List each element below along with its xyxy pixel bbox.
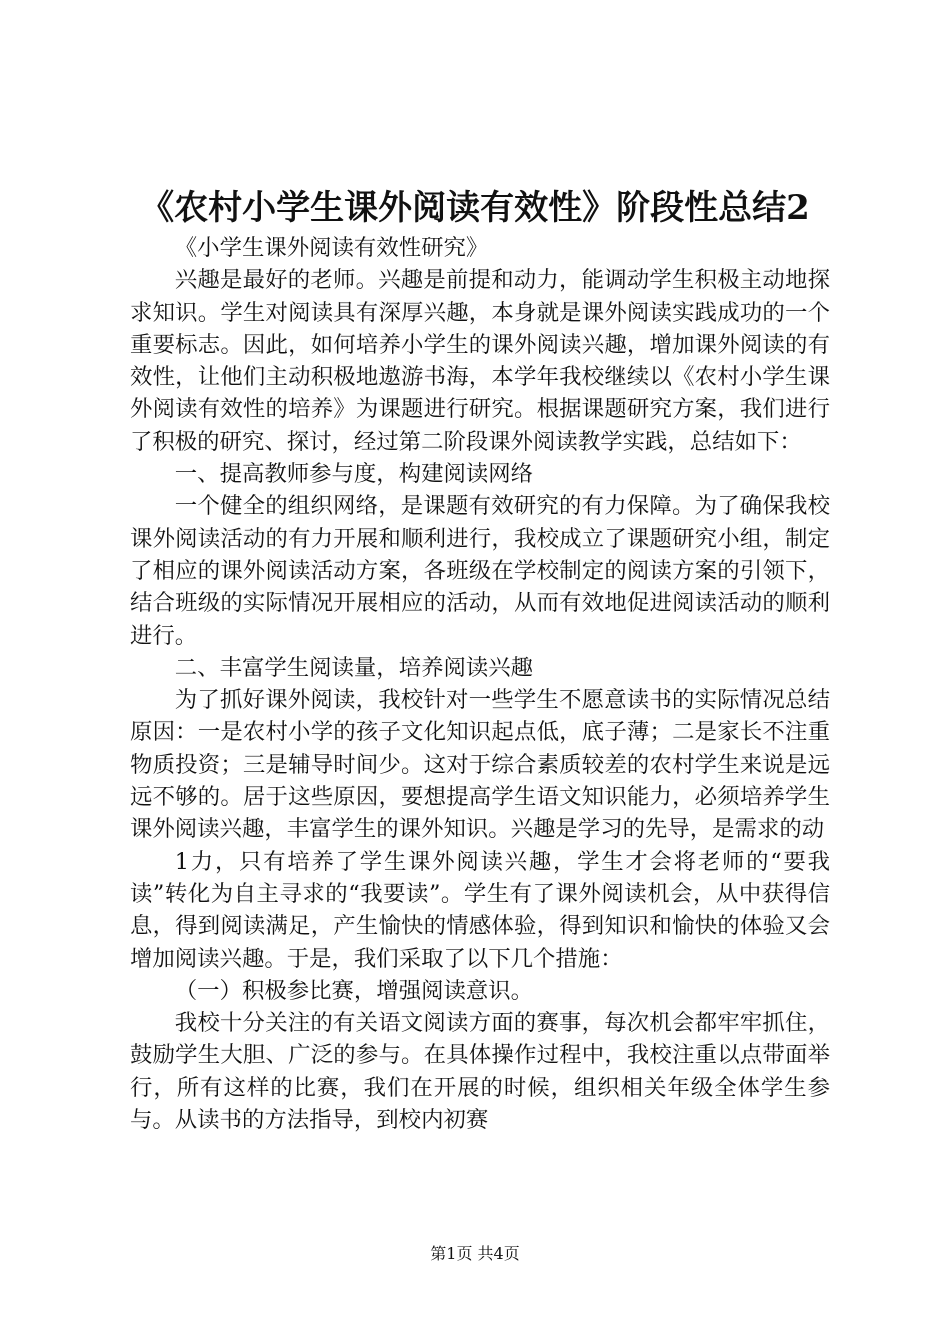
paragraph-section-1: 一个健全的组织网络，是课题有效研究的有力保障。为了确保我校课外阅读活动的有力开展和顺利进行，我校成立了课题研究小组，制定了相应的课外阅读活动方案，各班级在学校制定的阅读方案的引领下，结合班级的实际情况开展相应的活动，从而有效地促进阅读活动的顺利进行。 (130, 493, 830, 649)
paragraph-section-2b: 1力，只有培养了学生课外阅读兴趣，学生才会将老师的“要我读”转化为自主寻求的“我要读”。学生有了课外阅读机会，从中获得信息，得到阅读满足，产生愉快的情感体验，得到知识和愉快的体验又会增加阅读兴趣。于是，我们采取了以下几个措施： (130, 848, 830, 972)
section-heading-1: 一、提高教师参与度，构建阅读网络 (174, 461, 534, 488)
paragraph-subtitle: 《小学生课外阅读有效性研究》 (174, 235, 489, 261)
page-footer (0, 1243, 950, 1265)
document-body (130, 232, 830, 1136)
paragraph-section-2a: 为了抓好课外阅读，我校针对一些学生不愿意读书的实际情况总结原因：一是农村小学的孩子文化知识起点低，底子薄；二是家长不注重物质投资；三是辅导时间少。这对于综合素质较差的农村学生来说是远远不够的。居于这些原因，要想提高学生语文知识能力，必须培养学生课外阅读兴趣，丰富学生的课外知识。兴趣是学习的先导，是需求的动 (130, 687, 830, 843)
page-total: 共4页 (477, 1244, 520, 1263)
section-heading-2: 二、丰富学生阅读量，培养阅读兴趣 (174, 654, 534, 681)
page-number: 第1页 (430, 1244, 473, 1263)
subsection-heading-1: （一）积极参比赛，增强阅读意识。 (174, 977, 534, 1004)
paragraph-intro: 兴趣是最好的老师。兴趣是前提和动力，能调动学生积极主动地探求知识。学生对阅读具有深厚兴趣，本身就是课外阅读实践成功的一个重要标志。因此，如何培养小学生的课外阅读兴趣，增加课外阅读的有效性，让他们主动积极地遨游书海，本学年我校继续以《农村小学生课外阅读有效性的培养》为课题进行研究。根据课题研究方案，我们进行了积极的研究、探讨，经过第二阶段课外阅读教学实践，总结如下： (130, 267, 830, 455)
paragraph-subsection-1: 我校十分关注的有关语文阅读方面的赛事，每次机会都牢牢抓住，鼓励学生大胆、广泛的参与。在具体操作过程中，我校注重以点带面举行，所有这样的比赛，我们在开展的时候，组织相关年级全体学生参与。从读书的方法指导，到校内初赛 (130, 1010, 830, 1134)
document-title: 《农村小学生课外阅读有效性》阶段性总结2 (140, 188, 810, 228)
